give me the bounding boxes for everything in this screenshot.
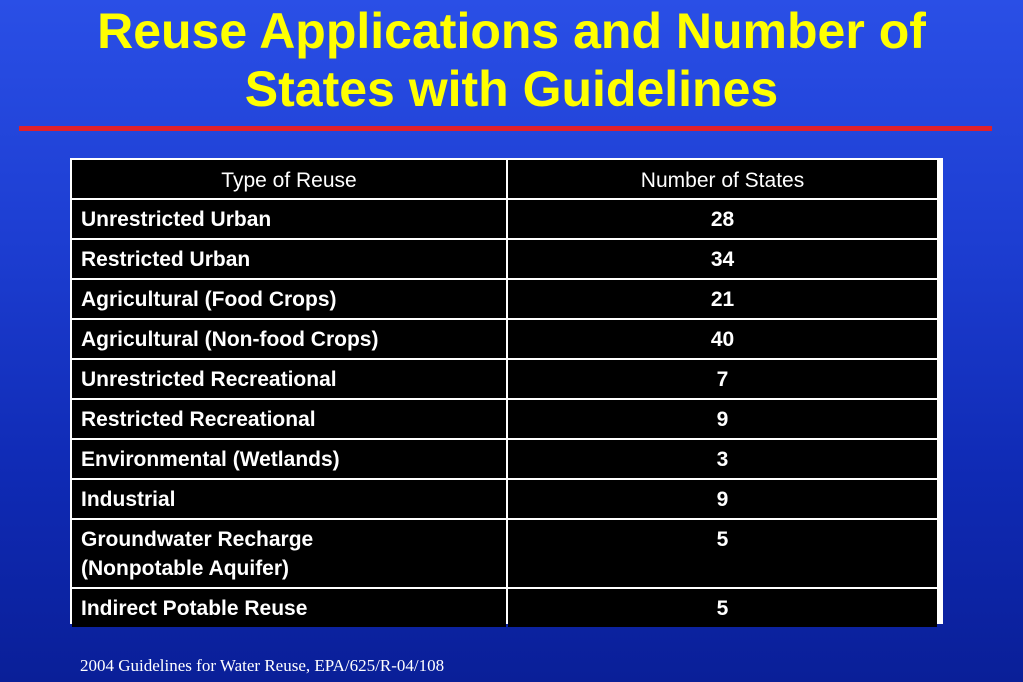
reuse-type-label: Unrestricted Urban [81,208,272,231]
reuse-type-label: Restricted Urban [81,248,251,271]
reuse-type-cell [72,280,506,318]
reuse-type-cell [72,360,506,398]
reuse-type-cell [72,440,506,478]
reuse-table [70,158,939,629]
reuse-type-cell [72,320,506,358]
reuse-type-label-continued: (Nonpotable Aquifer) [81,557,290,580]
reuse-type-cell [72,589,506,627]
reuse-type-label: Restricted Recreational [81,408,316,431]
table-row [72,480,937,518]
state-count-cell: 40 [508,320,937,358]
reuse-type-label: Industrial [81,488,176,511]
state-count-cell: 3 [508,440,937,478]
slide-title-line-1: Reuse Applications and Number of [97,3,926,59]
state-count-cell: 7 [508,360,937,398]
reuse-type-cell [72,400,506,438]
source-citation: 2004 Guidelines for Water Reuse, EPA/625/R-04/108 [80,656,445,675]
state-count-cell: 21 [508,280,937,318]
state-count-cell: 5 [508,520,937,587]
slide-title-line-2: States with Guidelines [244,61,779,117]
table-row [72,280,937,318]
state-count-cell: 34 [508,240,937,278]
reuse-type-label: Unrestricted Recreational [81,368,337,391]
reuse-type-label: Groundwater Recharge [81,528,314,551]
title-divider [19,126,992,131]
table-row [72,360,937,398]
reuse-type-cell [72,520,506,587]
table-row [72,320,937,358]
reuse-table-frame [70,158,943,624]
reuse-type-label: Indirect Potable Reuse [81,597,308,620]
reuse-type-cell [72,200,506,238]
slide-title [0,2,1023,118]
table-row [72,200,937,238]
table-row [72,440,937,478]
header-type-of-reuse: Type of Reuse [72,160,506,198]
state-count-cell: 9 [508,400,937,438]
reuse-type-label: Agricultural (Food Crops) [81,288,337,311]
state-count-cell: 9 [508,480,937,518]
header-number-of-states: Number of States [508,160,937,198]
reuse-type-label: Environmental (Wetlands) [81,448,340,471]
table-row [72,240,937,278]
state-count-cell: 5 [508,589,937,627]
table-header-row [72,160,937,198]
state-count-cell: 28 [508,200,937,238]
table-row [72,589,937,627]
reuse-type-cell [72,480,506,518]
reuse-type-cell [72,240,506,278]
table-row [72,520,937,587]
table-row [72,400,937,438]
reuse-type-label: Agricultural (Non-food Crops) [81,328,379,351]
